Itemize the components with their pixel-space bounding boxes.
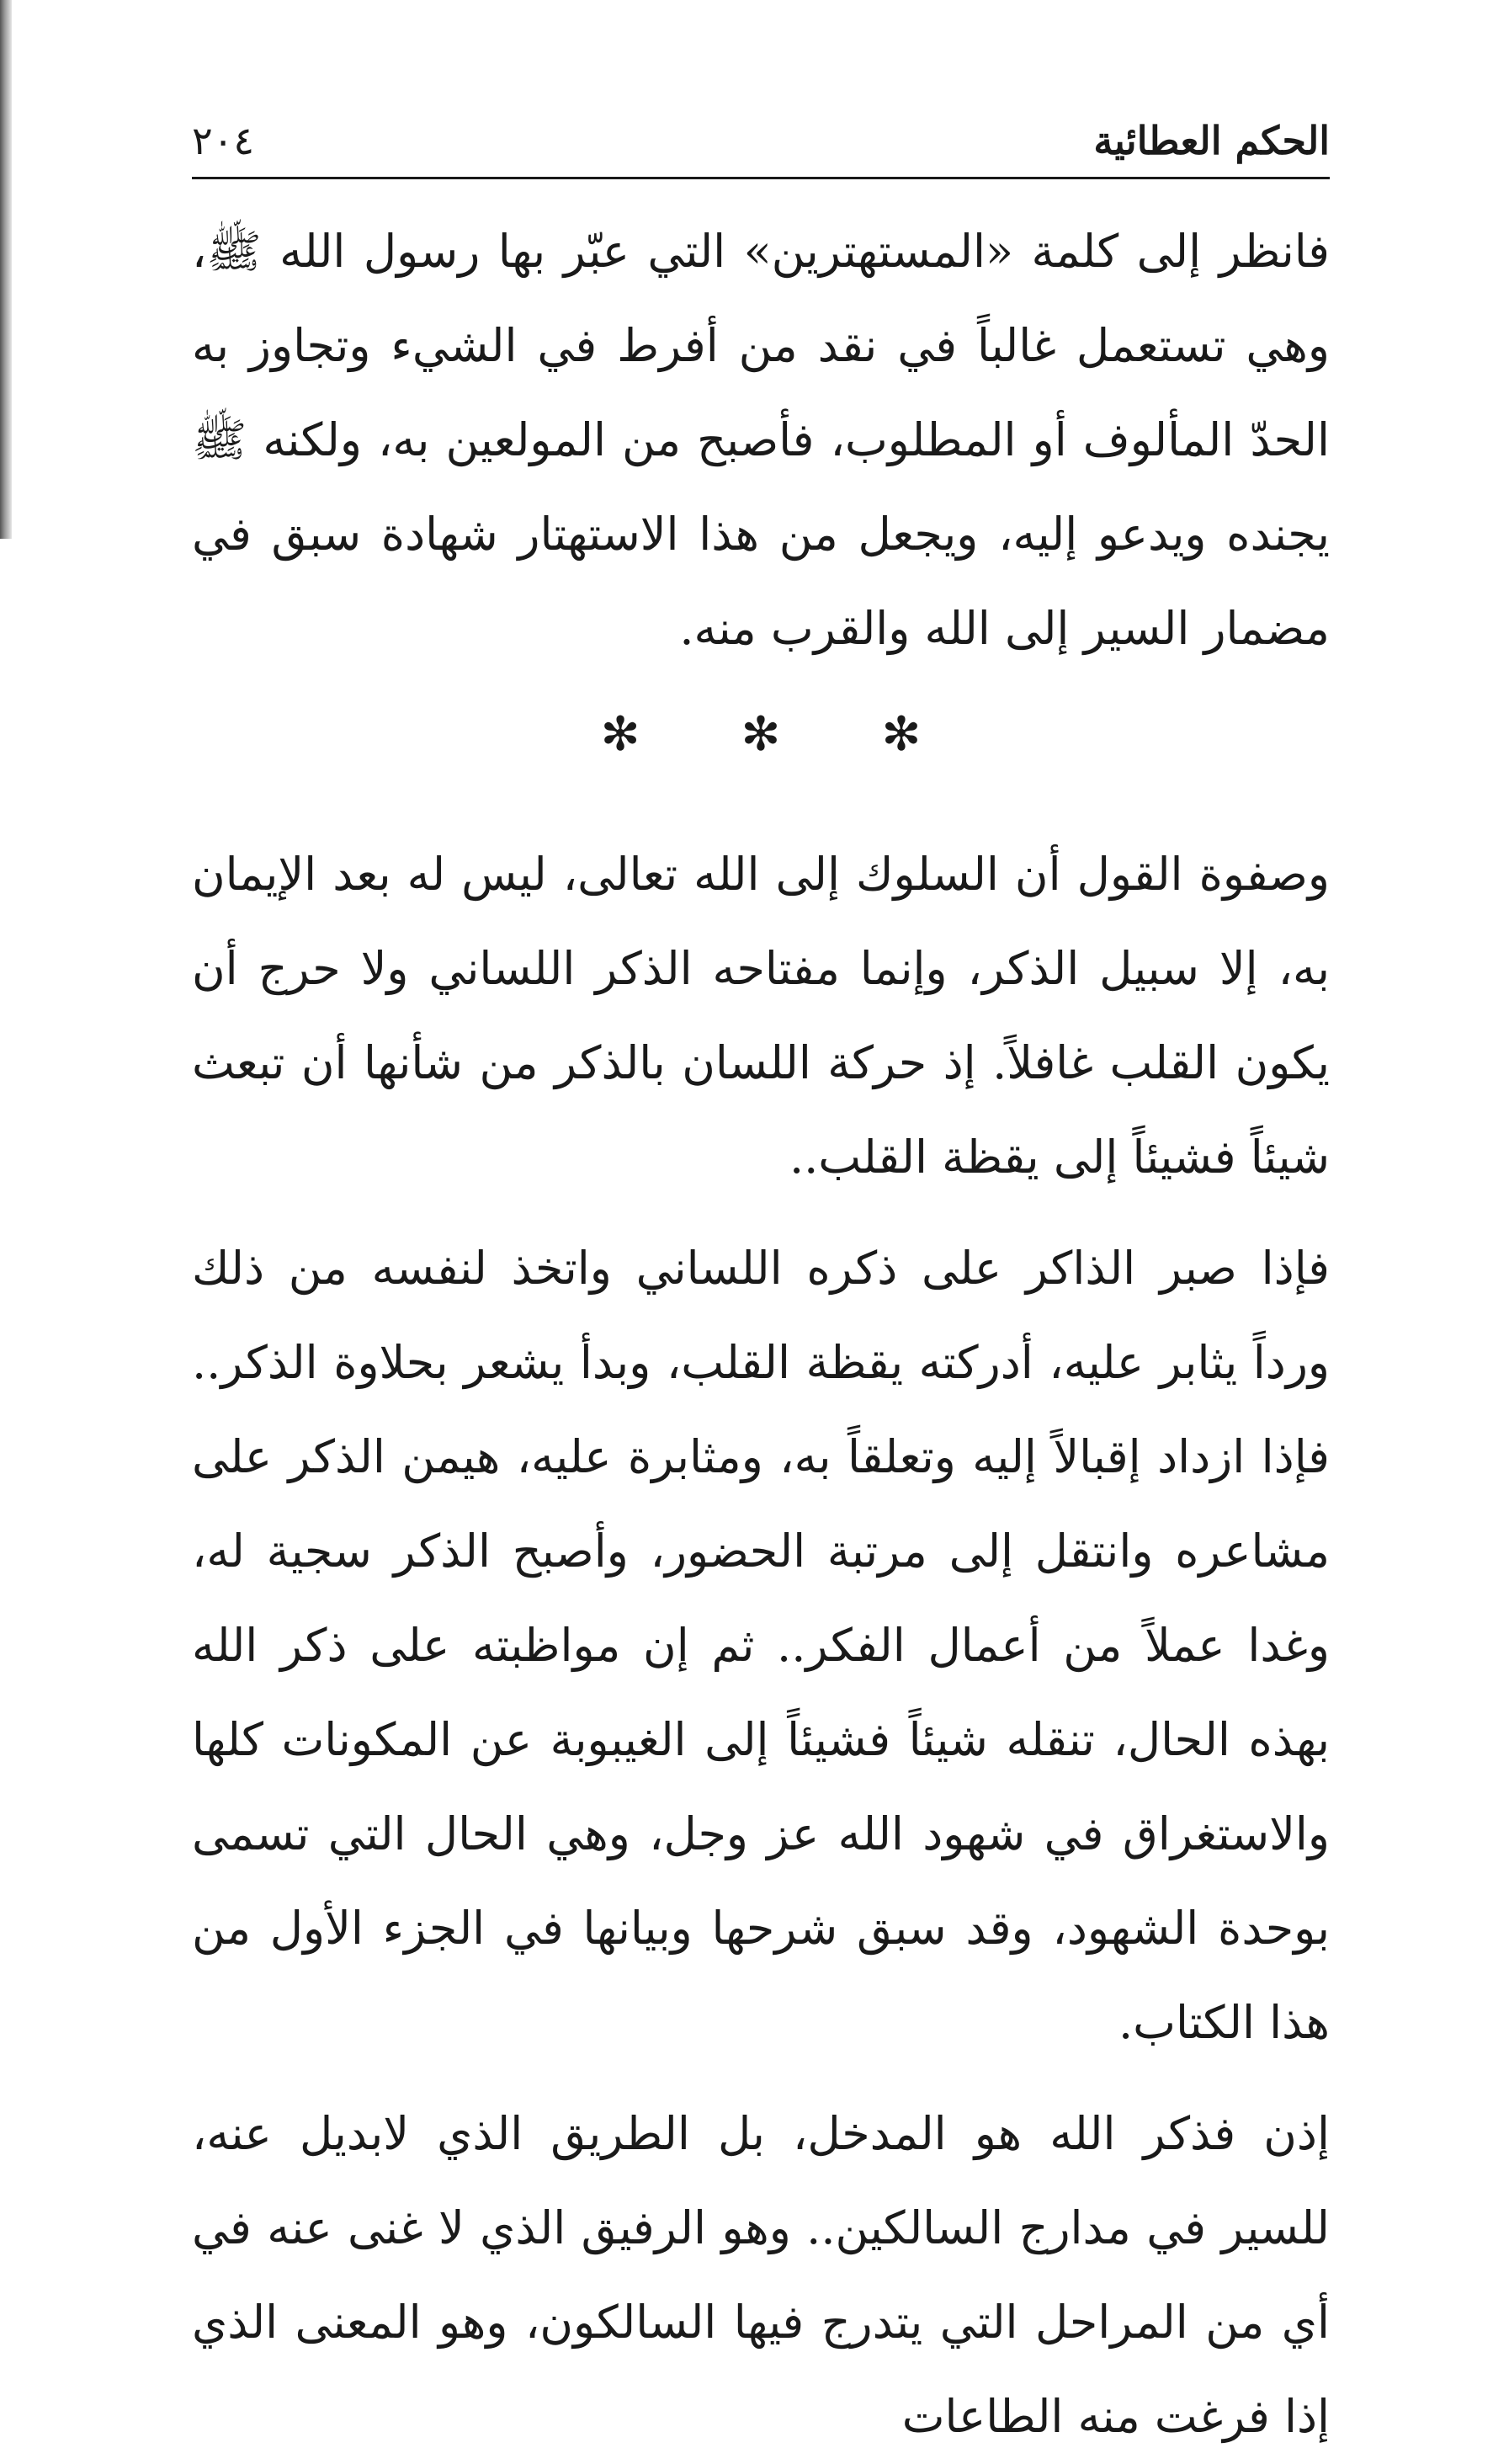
asterism-star-icon: ✻ [600, 707, 640, 762]
page-number: ٢٠٤ [192, 118, 255, 163]
book-page [192, 109, 1331, 2443]
asterism-star-icon: ✻ [881, 707, 922, 762]
section-separator [192, 684, 1330, 785]
paragraph-3: فإذا صبر الذاكر على ذكره اللساني واتخذ لنفسه من ذلك ورداً يثابر عليه، أدركته يقظة القلب، وبدأ يشعر بحلاوة الذكر.. فإذا ازداد إقبالاً إليه وتعلقاً به، ومثابرة عليه، هيمن الذكر على مشاعره وانتقل إلى مرتبة الحضور، وأصبح الذكر سجية له، وغدا عملاً من أعمال الفكر.. ثم إن مواظبته على ذكر الله بهذه الحال، تنقله شيئاً فشيئاً إلى الغيبوبة عن المكونات كلها والاستغراق في شهود الله عز وجل، وهي الحال التي تسمى بوحدة الشهود، وقد سبق شرحها وبيانها في الجزء الأول من هذا الكتاب. [192, 1242, 1331, 2049]
body-text [192, 205, 1330, 2464]
paragraph-2: وصفوة القول أن السلوك إلى الله تعالى، ليس له بعد الإيمان به، إلا سبيل الذكر، وإنما مفتاحه الذكر اللساني ولا حرج أن يكون القلب غافلاً. إذ حركة اللسان بالذكر من شأنها أن تبعث شيئاً فشيئاً إلى يقظة القلب.. [192, 848, 1330, 1184]
paragraph-1: فانظر إلى كلمة «المستهترين» التي عبّر بها رسول الله ﷺ، وهي تستعمل غالباً في نقد من أفرط في الشيء وتجاوز به الحدّ المألوف أو المطلوب، فأصبح من المولعين به، ولكنه ﷺ يجنده ويدعو إليه، ويجعل من هذا الاستهتار شهادة سبق في مضمار السير إلى الله والقرب منه. [192, 225, 1330, 655]
asterism-star-icon: ✻ [741, 707, 781, 762]
scan-edge-shadow [0, 0, 12, 539]
paragraph-4: إذن فذكر الله هو المدخل، بل الطريق الذي لابديل عنه، للسير في مدارج السالكين.. وهو الرفيق الذي لا غنى عنه في أي من المراحل التي يتدرج فيها السالكون، وهو المعنى الذي إذا فرغت منه الطاعات [192, 2107, 1330, 2443]
running-head [192, 109, 1330, 179]
running-title: الحكم العطائية [1093, 118, 1330, 163]
